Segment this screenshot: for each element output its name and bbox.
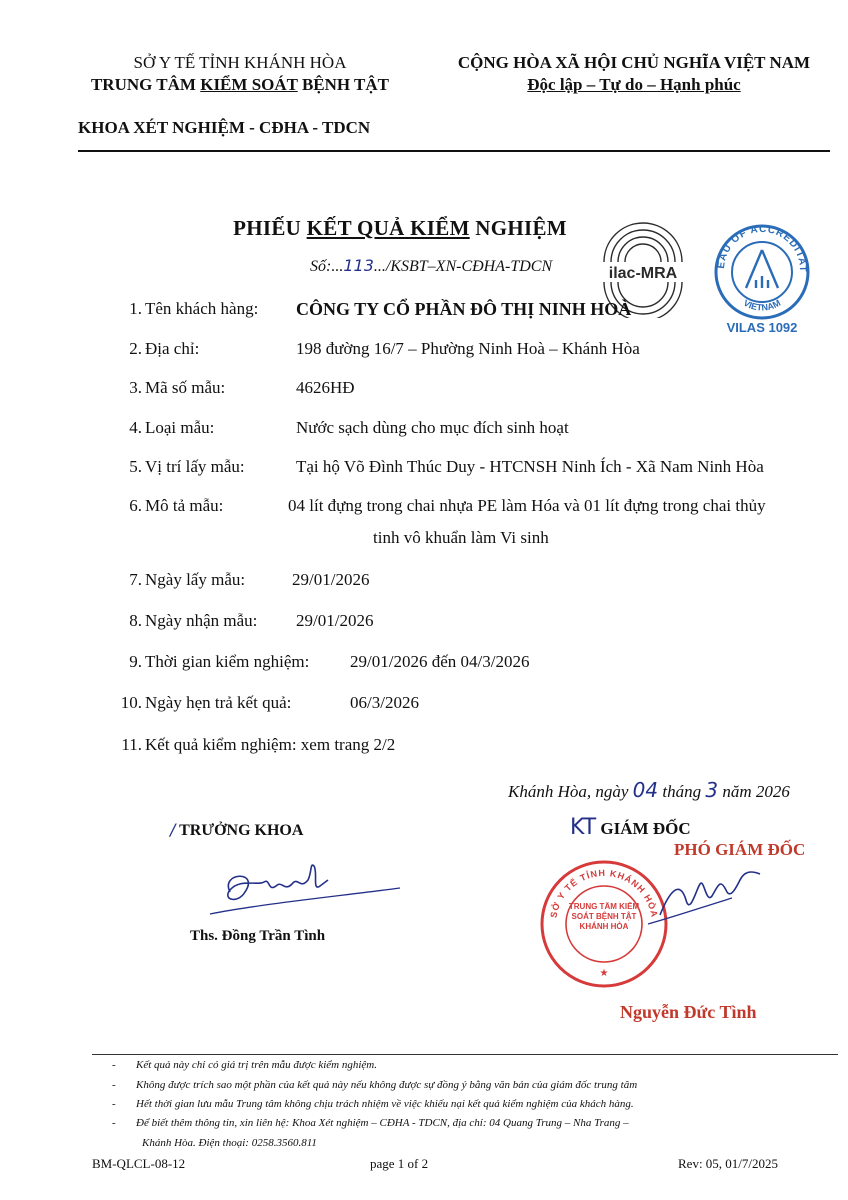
page-number: page 1 of 2 <box>370 1156 429 1171</box>
footnote-divider <box>92 1054 838 1055</box>
footnote-1: - Kết quả này chỉ có giá trị trên mẫu được kiểm nghiệm. <box>112 1059 377 1071</box>
official-stamp: SỞ Y TẾ TỈNH KHÁNH HÒA TRUNG TÂM KIỂM SOÁT BỆNH TẬT KHÁNH HÒA ★ <box>538 858 670 990</box>
head-signature <box>200 852 410 927</box>
ministry-name: SỞ Y TẾ TỈNH KHÁNH HÒA <box>133 53 347 72</box>
form-code: BM-QLCL-08-12 <box>92 1156 186 1171</box>
header-organization <box>60 52 420 96</box>
head-of-department-name: Ths. Đồng Trần Tình <box>190 928 326 944</box>
footnote-2: - Không được trích sao một phần của kết quả này nếu không được sự đồng ý bằng văn bản của giám đốc trung tâm <box>112 1079 638 1091</box>
vilas-accreditation-logo <box>710 222 814 336</box>
center-name: TRUNG TÂM KIỂM SOÁT BỆNH TẬT <box>90 75 390 94</box>
national-motto: Độc lập – Tự do – Hạnh phúc <box>527 75 741 94</box>
svg-text:BUREAU OF ACCREDITATION: EAU OF ACCREDITAT <box>715 223 809 273</box>
document-title: PHIẾU KẾT QUẢ KIỂM NGHIỆM <box>233 216 567 240</box>
head-of-department-title: / TRƯỞNG KHOA <box>170 820 304 839</box>
footnote-4: - Để biết thêm thông tin, xin liên hệ: Khoa Xét nghiệm – CĐHA - TDCN, địa chỉ: 04 Quang Trung – Nha Trang – <box>112 1117 629 1129</box>
svg-text:VILAS 1092: VILAS 1092 <box>726 320 798 335</box>
header-national <box>440 52 828 96</box>
header-divider <box>78 150 830 152</box>
revision: Rev: 05, 01/7/2025 <box>678 1156 779 1171</box>
vice-director-title: PHÓ GIÁM ĐỐC <box>674 840 806 859</box>
issue-date: Khánh Hòa, ngày 04 tháng 3 năm 2026 <box>508 778 790 802</box>
director-signature <box>640 860 770 935</box>
national-title: CỘNG HÒA XÃ HỘI CHỦ NGHĨA VIỆT NAM <box>457 53 811 72</box>
department-name: KHOA XÉT NGHIỆM - CĐHA - TDCN <box>78 118 371 137</box>
handwritten-number: 113 <box>343 256 374 275</box>
svg-text:ilac-MRA: ilac-MRA <box>608 265 678 282</box>
svg-text:VIETNAM: VIETNAM <box>741 297 783 313</box>
svg-text:SỞ Y TẾ TỈNH KHÁNH HÒA: SỞ Y TẾ TỈNH KHÁNH HÒA <box>548 867 660 919</box>
footnote-3: - Hết thời gian lưu mẫu Trung tâm không chịu trách nhiệm về việc khiếu nại kết quả kiểm nghiệm của khách hàng. <box>112 1098 634 1110</box>
footnote-5: Khánh Hòa. Điện thoại: 0258.3560.811 <box>142 1137 317 1149</box>
document-number: Số:...113.../KSBT–XN-CĐHA-TDCN <box>310 256 553 275</box>
vice-director-name: Nguyễn Đức Tình <box>620 1002 757 1022</box>
director-title: KT GIÁM ĐỐC <box>570 815 691 840</box>
svg-text:★: ★ <box>599 968 609 979</box>
